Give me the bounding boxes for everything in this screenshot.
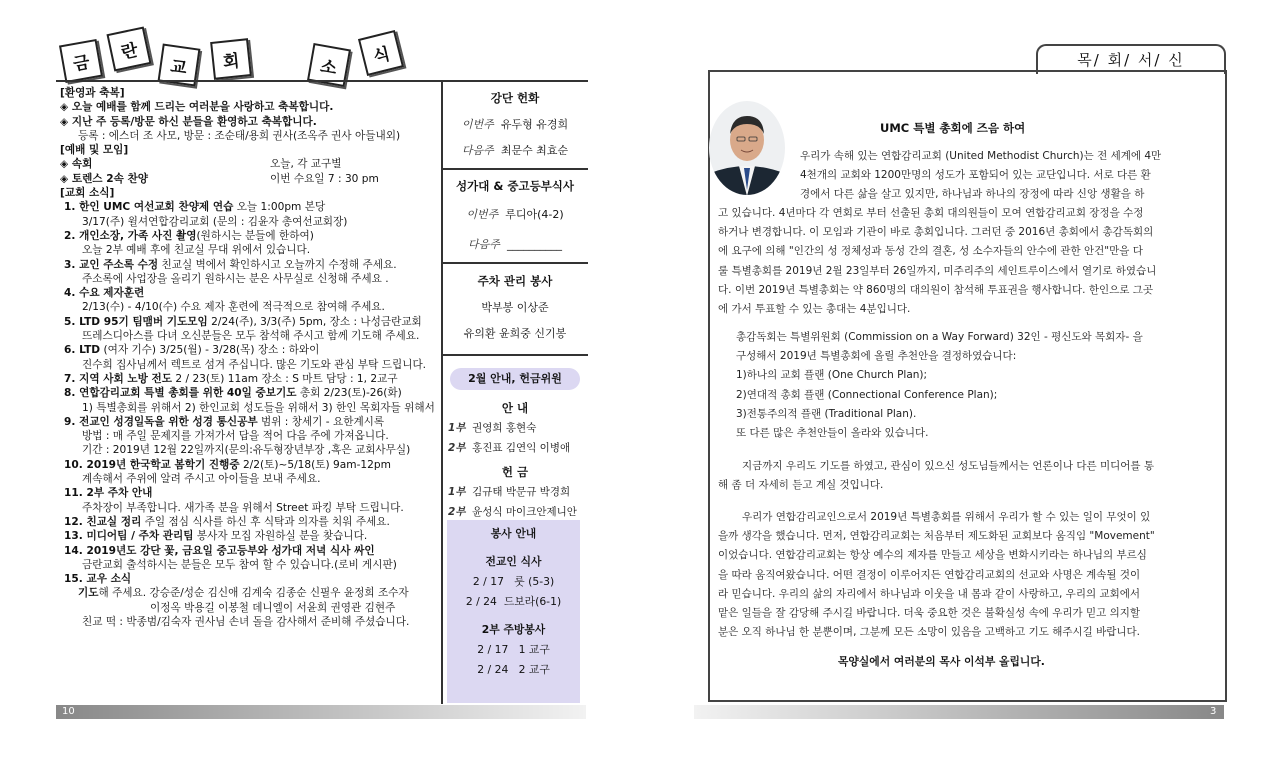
news-item-title (64, 286, 442, 300)
altar-next (445, 142, 585, 158)
choir-this-names: 루디아(4-2) (505, 208, 564, 221)
news-item-line: 뜨레스디아스를 다녀 오신분들은 모두 참석해 주시고 함께 기도해 주세요. (82, 330, 420, 343)
letter-line: 다. 이번 2019년 특별총회는 약 860명의 대의원이 참석해 투표권을 행사합니다. 한인으로 그곳 (718, 283, 1154, 296)
parking-line-2: 유의환 윤희중 신기봉 (463, 327, 567, 340)
news-list (60, 200, 442, 586)
offering-1-names: 김규태 박문규 박경희 (472, 486, 571, 498)
news-item (60, 572, 442, 586)
paragraph-4 (718, 508, 1215, 642)
kitchen-1-who: 1 교구 (518, 643, 550, 656)
title-char-4: 회 (210, 38, 252, 80)
news-item-heading: 10. 2019년 한국학교 봄학기 진행중 (64, 458, 240, 471)
news-item-line: 계속해서 주위에 알려 주시고 아이들을 보내 주세요. (82, 473, 321, 486)
news-item (60, 515, 442, 529)
pastor-letter-header: 목/ 회/ 서/ 신 (1036, 44, 1226, 74)
registration-line: 등록 : 에스더 조 사모, 방문 : 조순태/용희 권사(조옥주 권사 아들내외) (78, 129, 401, 142)
paragraph-2 (736, 328, 1206, 443)
letter-line: 을 따라 움직여왔습니다. 어떤 결정이 이루어지든 연합감리교회의 선교와 사명은 계속될 것이 (718, 568, 1141, 581)
altar-next-label: 다음주 (461, 144, 494, 157)
guide-2 (445, 438, 585, 458)
news-item-detail: 친교실 벽에서 확인하시고 오늘까지 수정해 주세요. (158, 258, 397, 271)
kitchen-row-2 (447, 660, 580, 680)
choir-title: 성가대 & 중고등부식사 (455, 179, 575, 193)
choir-section (445, 178, 585, 252)
choir-next-label: 다음주 (468, 238, 500, 251)
news-item-heading: 7. 지역 사회 노방 전도 (64, 372, 173, 385)
news-header: [교회 소식] (60, 187, 115, 200)
news-item-line: 주차장이 부족합니다. 새가족 분을 위해서 Street 파킹 부탁 드립니다. (82, 501, 404, 514)
meal-row-2 (447, 592, 580, 612)
news-item-heading: 14. 2019년도 강단 꽃, 금요일 중고등부와 성가대 저녁 식사 싸인 (64, 544, 375, 557)
letter-line: 이었습니다. 연합감리교회는 항상 예수의 제자를 만들고 세상을 변화시키라는 하나님의 부르심 (718, 549, 1147, 562)
guide-title: 안 내 (501, 401, 529, 415)
thanks-line: 친교 떡 : 박종범/김숙자 권사님 손녀 돌을 감사해서 준비해 주셨습니다. (82, 615, 410, 628)
news-item-heading: 8. 연합감리교회 특별 총회를 위한 40일 중보기도 (64, 387, 297, 400)
letter-line: 하거나 변경합니다. 이 모임과 기관이 바로 총회입니다. 그러던 중 2016년 총회에서 총감독회의 (718, 226, 1154, 239)
news-item-title (64, 572, 442, 586)
offering-1-label: 1부 (448, 486, 466, 498)
news-item-line: 진수희 집사님께서 렉트로 섬겨 주십니다. 많은 기도와 관심 부탁 드립니다. (82, 358, 427, 371)
letter-line: 에 가서 투표할 수 있는 총대는 4분입니다. (718, 303, 911, 316)
choir-this (445, 206, 585, 222)
letter-line: 고 있습니다. 4년마다 각 연회로 부터 선출된 총회 대의원들이 모여 연합감리교회 장정을 수정 (718, 207, 1144, 219)
news-item-heading: 11. 2부 주차 안내 (64, 487, 153, 500)
meal-2-who: 드보라(6-1) (503, 595, 562, 608)
news-item-heading: 5. LTD 95기 팀맴버 기도모임 (64, 315, 208, 328)
news-item-detail: (여자 기수) 3/25(월) - 3/28(목) 장소 : 하와이 (100, 344, 320, 357)
news-item (60, 386, 442, 415)
altar-this-label: 이번주 (461, 118, 494, 131)
news-item-line: 기간 : 2019년 12월 22일까지(문의:유두형장년부장 ,혹은 교회사무실) (82, 444, 411, 457)
news-item (60, 343, 442, 372)
news-item (60, 544, 442, 573)
sidebar-rule-1 (443, 168, 588, 170)
meeting-1-time: 오늘, 각 교구별 (270, 158, 342, 171)
kitchen-2-date: 2 / 24 (477, 663, 509, 676)
offering-1 (445, 482, 585, 502)
letter-line: 해 좀 더 자세히 듣고 계실 것입니다. (718, 479, 884, 492)
news-item-title (64, 544, 442, 558)
meeting-header: [예배 및 모임] (60, 144, 129, 157)
news-item (60, 229, 442, 258)
letter-line: 구성해서 2019년 특별총회에 올릴 추천안을 결정하였습니다: (736, 350, 1017, 363)
news-item (60, 200, 442, 229)
news-item (60, 458, 442, 487)
right-page-number: 3 (1210, 706, 1217, 717)
news-item-heading: 15. 교우 소식 (64, 573, 132, 586)
news-item-title (64, 258, 442, 272)
news-item-title (64, 343, 442, 357)
parking-line-1: 박부봉 이상준 (481, 301, 549, 314)
letter-line: 라 믿습니다. 우리의 삶의 자리에서 하나님과 이웃을 내 몸과 같이 사랑하고, 우리의 교회에서 (718, 587, 1141, 600)
paragraph-1-full (718, 204, 1215, 319)
news-item-title (64, 200, 442, 214)
news-item-heading: 6. LTD (64, 344, 101, 357)
news-item-title (64, 386, 442, 400)
letter-line: 우리가 연합감리교인으로서 2019년 특별총회를 위해서 우리가 할 수 있는 일이 무엇이 있 (742, 511, 1151, 523)
news-item (60, 315, 442, 344)
left-main-content (60, 86, 442, 629)
meeting-1-label: ◈ 속회 (60, 158, 93, 171)
news-item (60, 258, 442, 287)
letter-line: 룰 특별총회를 2019년 2월 23일부터 26일까지, 미주리주의 세인트루이스에서 열기로 하였습니 (718, 264, 1157, 277)
news-item (60, 286, 442, 315)
prayer-line-1 (60, 586, 442, 600)
news-item-title (64, 458, 442, 472)
letter-line: 을까 생각을 했습니다. 먼저, 연합감리교회는 처음부터 제도화된 교회보다 움직임 "Movement" (718, 530, 1155, 543)
news-item-detail: 봉사자 모집 자원하실 분을 찾습니다. (193, 530, 368, 543)
meeting-row-2 (60, 172, 442, 186)
meeting-2-time: 이번 수요일 7 : 30 pm (270, 172, 379, 185)
news-item-line: 3/17(주) 윌셔연합감리교회 (문의 : 김윤자 총여선교회장) (82, 215, 348, 228)
letter-line: 경에서 다른 삶을 살고 있지만, 하나님과 하나의 장정에 따라 신앙 생활을 하 (800, 188, 1145, 201)
meeting-2-label: ◈ 토렌스 2속 찬양 (60, 172, 148, 185)
choir-next (445, 236, 585, 252)
news-item-line: 주소록에 사업장을 올리기 원하시는 분은 사무실로 신청해 주세요 . (82, 272, 389, 285)
meal-1-date: 2 / 17 (472, 575, 504, 588)
news-item-heading: 1. 한인 UMC 여선교회 찬양제 연습 (64, 201, 234, 214)
meal-row-1 (447, 572, 580, 592)
title-char-3: 교 (158, 44, 201, 87)
guide-1-label: 1부 (448, 422, 466, 434)
letter-line: 에 요구에 의해 "인간의 성 정체성과 동성 간의 결혼, 성 소수자들의 안수에 관한 안건"만을 다 (718, 245, 1143, 258)
news-item-detail: 2 / 23(토) 11am 장소 : S 마트 담당 : 1, 2교구 (172, 372, 398, 385)
news-item-line: 1) 특별총회를 위해서 2) 한인교회 성도들을 위해서 3) 한인 목회자들 위해서 (82, 401, 435, 414)
news-item-title (64, 529, 442, 543)
news-item-detail: 총회 2/23(토)-26(화) (296, 387, 402, 400)
news-item-heading: 9. 전교인 성경일독을 위한 성경 통신공부 (64, 415, 258, 428)
welcome-header: [환영과 축복] (60, 87, 125, 99)
meal-2-date: 2 / 24 (465, 595, 497, 608)
title-rule (56, 80, 588, 82)
kitchen-row-1 (447, 640, 580, 660)
altar-title: 강단 헌화 (490, 91, 540, 105)
meeting-row-1 (60, 157, 442, 171)
title-char-2: 란 (106, 26, 151, 71)
news-item-title (64, 486, 442, 500)
paragraph-3 (718, 457, 1215, 495)
offering-2-names: 윤성식 마이크안제니안 (472, 506, 577, 518)
altar-section (445, 90, 585, 158)
offering-2-label: 2부 (448, 506, 466, 518)
welcome-line-2: ◈ 지난 주 등록/방문 하신 분들을 환영하고 축복합니다. (60, 115, 317, 128)
news-item-detail: 2/2(토)~5/18(토) 9am-12pm (239, 458, 391, 471)
service-title: 봉사 안내 (490, 527, 537, 540)
guide-section (445, 398, 585, 522)
feb-badge: 2월 안내, 헌금위원 (450, 368, 580, 390)
news-item (60, 415, 442, 458)
altar-next-names: 최문수 최효순 (500, 144, 569, 157)
parking-title: 주차 관리 봉사 (477, 274, 553, 288)
letter-line: 2)연대적 총회 플랜 (Connectional Conference Plan); (736, 388, 998, 401)
prayer-names-1: 해 주세요. 강승준/성순 김신애 김계숙 김종순 신필우 윤정희 조수자 (98, 587, 409, 600)
news-item-detail: 2/24(주), 3/3(주) 5pm, 장소 : 나성금란교회 (207, 315, 422, 328)
news-item (60, 372, 442, 386)
news-item-title (64, 372, 442, 386)
service-panel (447, 520, 580, 703)
news-item-heading: 3. 교인 주소록 수정 (64, 258, 159, 271)
prayer-label: 기도 (78, 587, 99, 600)
news-item-detail: 범위 : 창세기 - 요한계시록 (257, 415, 385, 428)
kitchen-title: 2부 주방봉사 (481, 623, 546, 636)
news-item-detail: 오늘 1:00pm 본당 (233, 201, 326, 214)
news-item-heading: 13. 미디어팀 / 주차 관리팀 (64, 530, 194, 543)
offering-title: 헌 금 (501, 465, 529, 479)
welcome-line-1: ◈ 오늘 예배를 함께 드리는 여러분을 사랑하고 축복합니다. (60, 101, 334, 114)
altar-this (445, 116, 585, 132)
news-item-title (64, 415, 442, 429)
letter-line: 3)전통주의적 플랜 (Traditional Plan). (736, 407, 917, 420)
choir-this-label: 이번주 (466, 208, 499, 221)
letter-line: 분은 오직 하나님 한 분뿐이며, 그분께 모든 소망이 있음을 고백하고 기도 해주시길 바랍니다. (718, 626, 1141, 639)
news-item-title (64, 515, 442, 529)
news-item-title (64, 229, 442, 243)
letter-line: 1)하나의 교회 플랜 (One Church Plan); (736, 369, 928, 382)
guide-2-label: 2부 (448, 442, 466, 454)
title-char-1: 금 (59, 39, 103, 83)
news-item-heading: 12. 친교실 정리 (64, 515, 142, 528)
news-item (60, 529, 442, 543)
title-char-5: 소 (307, 43, 351, 87)
kitchen-2-who: 2 교구 (518, 663, 550, 676)
left-page-number: 10 (62, 706, 75, 717)
paragraph-1-indented (800, 147, 1215, 205)
prayer-line-2: 이정옥 박용길 이봉철 데니엘이 서윤희 권영관 김현주 (150, 601, 396, 614)
guide-1 (445, 418, 585, 438)
news-item-detail: (원하시는 분들에 한하여) (196, 229, 314, 242)
sidebar-rule-2 (443, 262, 588, 264)
letter-line: 또 다른 많은 추천안들이 올라와 있습니다. (736, 427, 929, 440)
left-footer-bar (56, 705, 586, 719)
news-item-line: 금란교회 출석하시는 분들은 모두 참여 할 수 있습니다.(로비 게시판) (82, 558, 397, 571)
meal-1-who: 룻 (5-3) (514, 575, 555, 588)
news-item-detail: 주일 점심 식사를 하신 후 식탁과 의자를 치워 주세요. (141, 515, 390, 528)
letter-heading: UMC 특별 총회에 즈음 하여 (880, 121, 1026, 135)
sidebar-rule-3 (443, 354, 588, 356)
pastor-photo (708, 100, 786, 196)
offering-2 (445, 502, 585, 522)
kitchen-1-date: 2 / 17 (477, 643, 509, 656)
guide-2-names: 홍진표 김연익 이병애 (472, 442, 571, 454)
news-item-line: 오늘 2부 예배 후에 친교실 무대 위에서 있습니다. (82, 244, 311, 257)
news-item (60, 486, 442, 515)
choir-next-names: __________ (506, 238, 562, 251)
meal-title: 전교인 식사 (485, 555, 542, 568)
letter-line: 맡은 일들을 잘 감당해 주시길 바랍니다. 더욱 중요한 것은 불확실성 속에 우리가 믿고 의지할 (718, 607, 1141, 620)
letter-line: 총감독회는 특별위원회 (Commission on a Way Forward) 32인 - 평신도와 목회자- 을 (736, 331, 1143, 343)
right-footer-bar (694, 705, 1224, 719)
letter-line: 지금까지 우리도 기도를 하였고, 관심이 있으신 성도님들께서는 언론이나 다른 미디어를 통 (742, 460, 1155, 472)
news-item-heading: 4. 수요 제자훈련 (64, 287, 145, 300)
news-item-heading: 2. 개인소장, 가족 사진 촬영 (64, 229, 197, 242)
letter-line: 우리가 속해 있는 연합감리교회 (United Methodist Church)는 전 세계에 4만 (800, 150, 1162, 162)
letter-line: 4천개의 교회와 1200만명의 성도가 포함되어 있는 교단입니다. 서로 다른 환 (800, 169, 1151, 182)
news-item-line: 2/13(수) - 4/10(수) 수요 제자 훈련에 적극적으로 참여해 주세요. (82, 301, 385, 314)
title-char-6: 식 (358, 30, 404, 76)
news-item-line: 방법 : 매 주일 문제지를 가져가서 답을 적어 다음 주에 가져옵니다. (82, 430, 389, 443)
parking-section (445, 273, 585, 341)
news-item-title (64, 315, 442, 329)
altar-this-names: 유두형 유경희 (500, 118, 569, 131)
guide-1-names: 권영희 홍현숙 (472, 422, 537, 434)
letter-closing: 목양실에서 여러분의 목사 이석부 올립니다. (838, 655, 1045, 668)
